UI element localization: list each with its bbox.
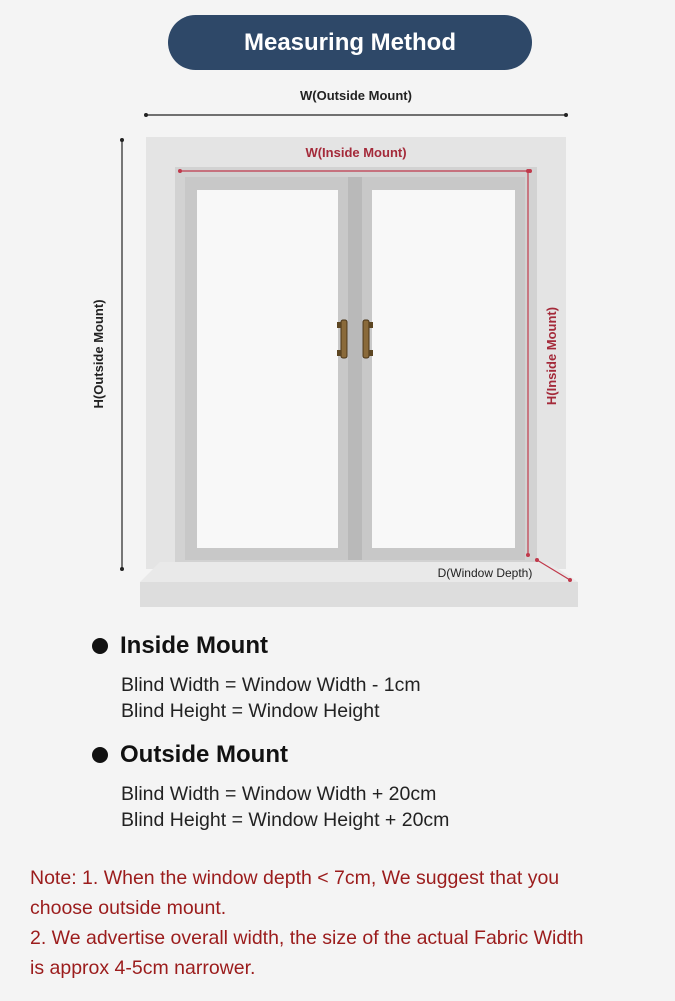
note-line-4: is approx 4-5cm narrower. [30,957,256,979]
outside-width-formula: Blind Width = Window Width + 20cm [121,783,437,805]
window-sill-front [140,582,578,607]
bullet-icon [92,638,108,654]
w-inside-label: W(Inside Mount) [305,145,407,160]
h-outside-label: H(Outside Mount) [91,299,106,409]
note-block [30,863,660,983]
w-outside-dimension [144,113,568,117]
h-inside-label: H(Inside Mount) [544,306,559,406]
outside-mount-heading [92,741,288,769]
outside-mount-formulas [121,781,449,833]
page-title: Measuring Method [243,28,456,56]
inside-mount-title: Inside Mount [120,632,268,659]
bullet-icon [92,747,108,763]
inside-height-formula: Blind Height = Window Height [121,700,380,722]
inside-width-formula: Blind Width = Window Width - 1cm [121,674,421,696]
left-pane [197,190,338,548]
note-line-1: Note: 1. When the window depth < 7cm, We suggest that you [30,867,560,889]
depth-label: D(Window Depth) [437,566,533,580]
w-outside-label: W(Outside Mount) [300,88,412,103]
outside-height-formula: Blind Height = Window Height + 20cm [121,809,450,831]
note-line-2: choose outside mount. [30,897,227,919]
h-outside-dimension [120,138,124,571]
right-pane [372,190,515,548]
note-line-3: 2. We advertise overall width, the size of the actual Fabric Width [30,927,584,949]
inside-mount-heading [92,632,268,660]
outside-mount-title: Outside Mount [120,741,288,768]
inside-mount-formulas [121,672,421,724]
center-mullion [348,177,362,560]
